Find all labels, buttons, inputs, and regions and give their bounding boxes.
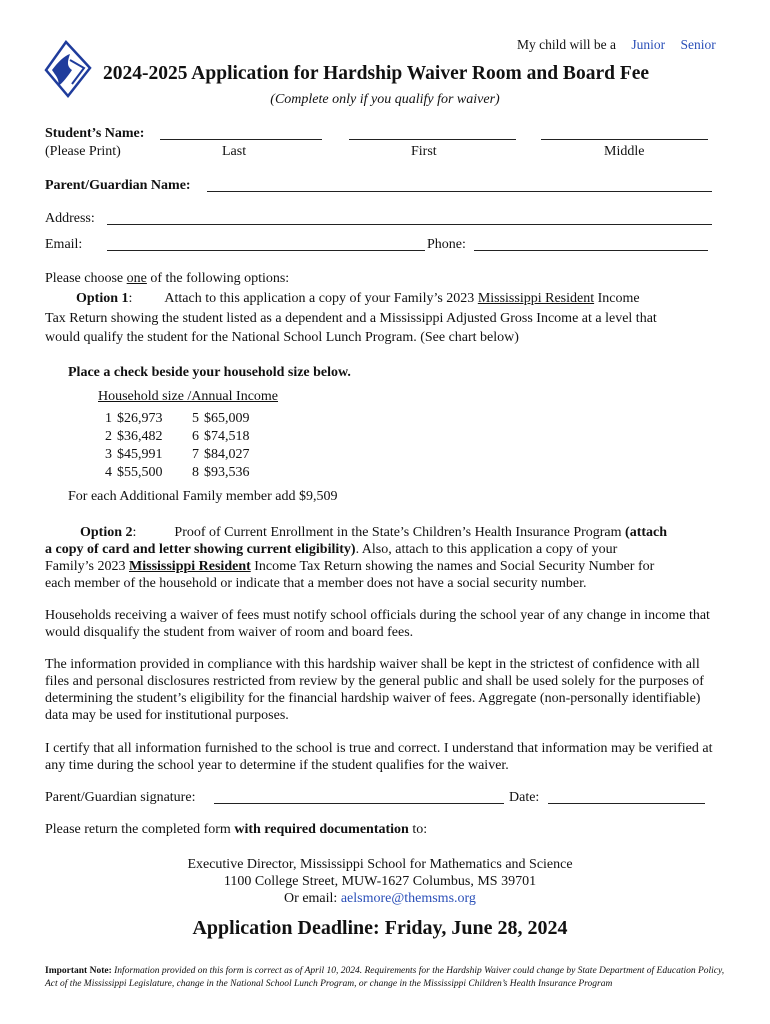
address-field[interactable] [107,210,712,225]
option1-mississippi-resident: Mississippi Resident [477,291,595,306]
contact-email-link[interactable]: aelsmore@themsms.org [340,891,476,906]
email-prefix: Or email: [284,891,341,906]
child-level-label: My child will be a [517,37,616,52]
student-last-name-field[interactable] [160,125,322,140]
household-subheading: Household size /Annual Income [98,389,279,404]
income-table [105,410,255,482]
options-intro-pre: Please choose [45,271,127,286]
child-level-selector [517,37,716,53]
form-title: 2024-2025 Application for Hardship Waiver Room and Board Fee [103,63,650,84]
household-size: 5 [192,411,199,426]
return-post: to: [408,822,428,837]
income-row[interactable] [105,446,255,464]
option2-line4: each member of the household or indicate that a member does not have a social security number. [45,576,587,591]
option2-mississippi-resident: Mississippi Resident [129,559,251,574]
income-value: $84,027 [204,447,250,462]
option1-line1 [76,290,640,307]
return-instructions [45,821,427,838]
signature-field[interactable] [214,789,504,804]
option2-text2: . Also, attach to this application a copy of your [355,542,618,557]
guardian-name-label: Parent/Guardian Name: [45,178,191,193]
return-pre: Please return the completed form [45,822,235,837]
important-note-text: Information provided on this form is correct as of April 10, 2024. Requirements for the Hardship Waiver could change by State Department of Education Policy, Act of the Mississippi Legislature, change in the National School Lunch Program, or change in the Mississippi Children’s Health Insurance Program [45,966,725,989]
last-name-label: Last [222,144,247,159]
option2-attach: (attach [625,525,668,540]
student-middle-name-field[interactable] [541,125,708,140]
student-name-row [45,125,144,142]
option2-attach-detail: a copy of card and letter showing current eligibility) [45,542,356,557]
options-intro-post: of the following options: [146,271,290,286]
email-line [0,890,760,907]
confidentiality-paragraph: The information provided in compliance with this hardship waiver shall be kept in the strictest of confidence with all files and personal disclosures restricted from review by the general public and shall be used solely for the purposes of determining the student’s eligibility for the financial hardship waiver of fees. Aggregate (non-personally identifiable) data may be used for institutional purposes. [45,657,704,723]
senior-option[interactable]: Senior [680,37,716,52]
household-heading: Place a check beside your household size below. [68,365,351,380]
income-row[interactable] [105,464,255,482]
middle-name-label: Middle [604,144,645,159]
please-print-label: (Please Print) [45,144,121,159]
option2-label: Option 2 [80,525,133,540]
first-name-label: First [411,144,437,159]
option2-text: Proof of Current Enrollment in the State’s Children’s Health Insurance Program [174,525,626,540]
income-value: $65,009 [204,411,250,426]
options-intro-one: one [126,271,147,286]
mailing-address-line1: Executive Director, Mississippi School for Mathematics and Science [187,857,573,872]
signature-label: Parent/Guardian signature: [45,790,196,805]
option1-text-end: Income [594,291,640,306]
address-label: Address: [45,211,95,226]
income-value: $93,536 [204,465,250,480]
option1-line2: Tax Return showing the student listed as a dependent and a Mississippi Adjusted Gross Income at a level that [45,311,657,326]
option1-label: Option 1 [76,291,129,306]
income-row[interactable] [105,428,255,446]
important-note [45,965,725,990]
option2-colon: : [132,525,137,540]
student-first-name-field[interactable] [349,125,516,140]
option2-line3 [45,558,654,575]
option1-text: Attach to this application a copy of your Family’s 2023 [164,291,478,306]
date-label: Date: [509,790,540,805]
household-size: 2 [105,429,112,444]
option2-line2 [45,541,617,558]
date-field[interactable] [548,789,705,804]
email-field[interactable] [107,236,425,251]
option1-colon: : [128,291,133,306]
household-size: 4 [105,465,112,480]
household-size: 8 [192,465,199,480]
mailing-address-line2: 1100 College Street, MUW-1627 Columbus, MS 39701 [223,874,537,889]
guardian-name-field[interactable] [207,177,712,192]
income-value: $45,991 [117,447,163,462]
income-row[interactable] [105,410,255,428]
option2-line1 [80,524,667,541]
household-size: 6 [192,429,199,444]
income-value: $26,973 [117,411,163,426]
phone-label: Phone: [427,237,466,252]
return-required-docs: with required documentation [234,822,409,837]
household-size: 7 [192,447,199,462]
student-name-label: Student’s Name: [45,126,145,141]
phone-field[interactable] [474,236,708,251]
notify-paragraph: Households receiving a waiver of fees must notify school officials during the school year of any change in income that would disqualify the student from waiver of room and board fees. [45,608,710,640]
important-note-label: Important Note: [45,966,112,976]
school-logo [44,40,92,98]
form-subtitle: (Complete only if you qualify for waiver) [270,92,500,107]
option1-line3: would qualify the student for the National School Lunch Program. (See chart below) [45,330,519,345]
certify-paragraph: I certify that all information furnished to the school is true and correct. I understand that information may be verified at any time during the school year to determine if the student qualifies for the waiver. [45,741,713,773]
income-value: $55,500 [117,465,163,480]
income-value: $36,482 [117,429,163,444]
junior-option[interactable]: Junior [631,37,666,52]
email-label: Email: [45,237,83,252]
option2-text3: Family’s 2023 [45,559,130,574]
additional-member-note: For each Additional Family member add $9,509 [68,489,338,504]
household-size: 1 [105,411,112,426]
application-deadline: Application Deadline: Friday, June 28, 2024 [192,917,568,939]
income-value: $74,518 [204,429,250,444]
household-size: 3 [105,447,112,462]
option2-text4: Income Tax Return showing the names and Social Security Number for [250,559,655,574]
options-intro [45,270,289,287]
